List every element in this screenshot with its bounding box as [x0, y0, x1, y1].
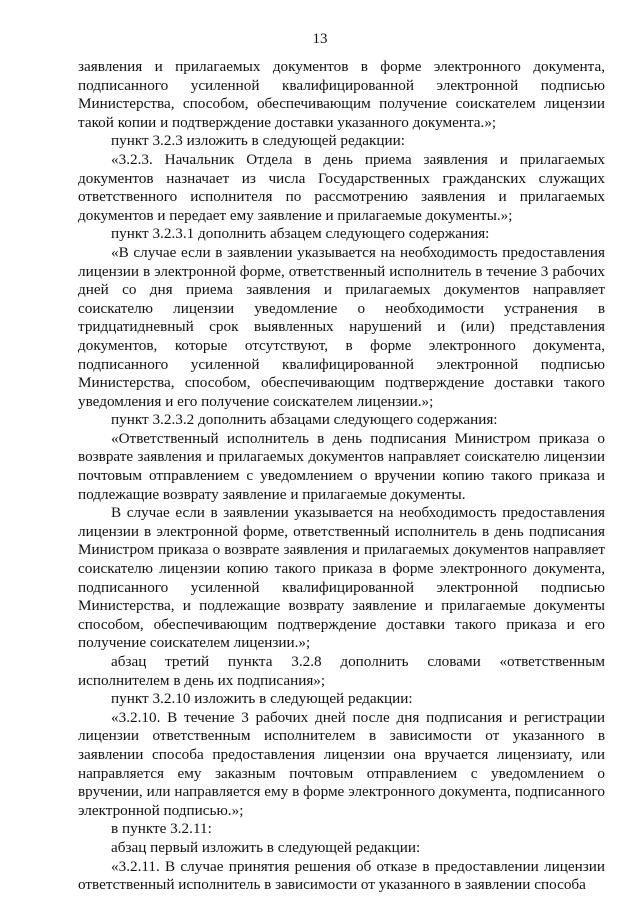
paragraph-3-2-11-text: «3.2.11. В случае принятия решения об отказе в предоставлении лицензии ответственный исполнитель в зависимости от указанного в заявлении способа	[78, 857, 605, 894]
paragraph-3-2-3-2-second: В случае если в заявлении указывается на необходимость предоставления лицензии в электронной форме, ответственный исполнитель в день подписания Министром приказа о возврате заявления и прилагаемых документов направляет соискателю лицензии копию такого приказа в форме электронного документа, подписанного усиленной квалифицированной электронной подписью Министерства, и подлежащие возврату заявление и прилагаемые документы способом, обеспечивающим подтверждение доставки такого приказа и его получение соискателем лицензии.»;	[78, 504, 605, 652]
paragraph-first-paragraph-instruction: абзац первый изложить в следующей редакции:	[111, 838, 421, 856]
paragraph-copy-delivery-ending: заявления и прилагаемых документов в форме электронного документа, подписанного усиленной квалифицированной электронной подписью Министерства, способом, обеспечивающим получение соискателем лицензии такой копии и подтверждение доставки указанного документа.»;	[78, 58, 605, 131]
paragraph-3-2-3-text: «3.2.3. Начальник Отдела в день приема заявления и прилагаемых документов назначает из числа Государственных гражданских служащих ответственного исполнителя по рассмотрению заявления и прилагаемых документов и передает ему заявление и прилагаемые документы.»;	[78, 150, 605, 224]
document-body	[78, 58, 605, 895]
paragraph-amend-3-2-8: абзац третий пункта 3.2.8 дополнить словами «ответственным исполнителем в день их подписания»;	[78, 653, 605, 689]
paragraph-3-2-3-1-text: «В случае если в заявлении указывается на необходимость предоставления лицензии в электронной форме, ответственный исполнитель в течение 3 рабочих дней со дня приема заявления и прилагаемых документов направляет соискателю лицензии уведомление о необходимости устранения в тридцатидневный срок выявленных нарушений и (или) представления документов, которые отсутствуют, в форме электронного документа, подписанного усиленной квалифицированной электронной подписью Министерства, способом, обеспечивающим подтверждение доставки такого уведомления и его получение соискателем лицензии.»;	[78, 243, 605, 410]
paragraph-amend-3-2-10: пункт 3.2.10 изложить в следующей редакции:	[111, 690, 413, 708]
paragraph-3-2-10-text: «3.2.10. В течение 3 рабочих дней после дня подписания и регистрации лицензии ответственным исполнителем в зависимости от указанного в заявлении способа предоставления лицензии она вручается лицензиату, или направляется ему заказным почтовым отправлением с уведомлением о вручении, или направляется ему в форме электронного документа, подписанного электронной подписью.»;	[78, 708, 605, 819]
paragraph-amend-3-2-3-2: пункт 3.2.3.2 дополнить абзацами следующего содержания:	[111, 411, 498, 429]
page-number: 13	[312, 31, 328, 47]
paragraph-amend-3-2-3-1: пункт 3.2.3.1 дополнить абзацем следующего содержания:	[111, 225, 490, 243]
paragraph-3-2-3-2-first: «Ответственный исполнитель в день подписания Министром приказа о возврате заявления и прилагаемых документов направляет соискателю лицензии почтовым отправлением с уведомлением о вручении копию такого приказа и подлежащие возврату заявление и прилагаемые документы.	[78, 429, 605, 503]
paragraph-amend-3-2-11: в пункте 3.2.11:	[111, 820, 212, 838]
paragraph-amend-3-2-3: пункт 3.2.3 изложить в следующей редакции:	[111, 132, 405, 150]
